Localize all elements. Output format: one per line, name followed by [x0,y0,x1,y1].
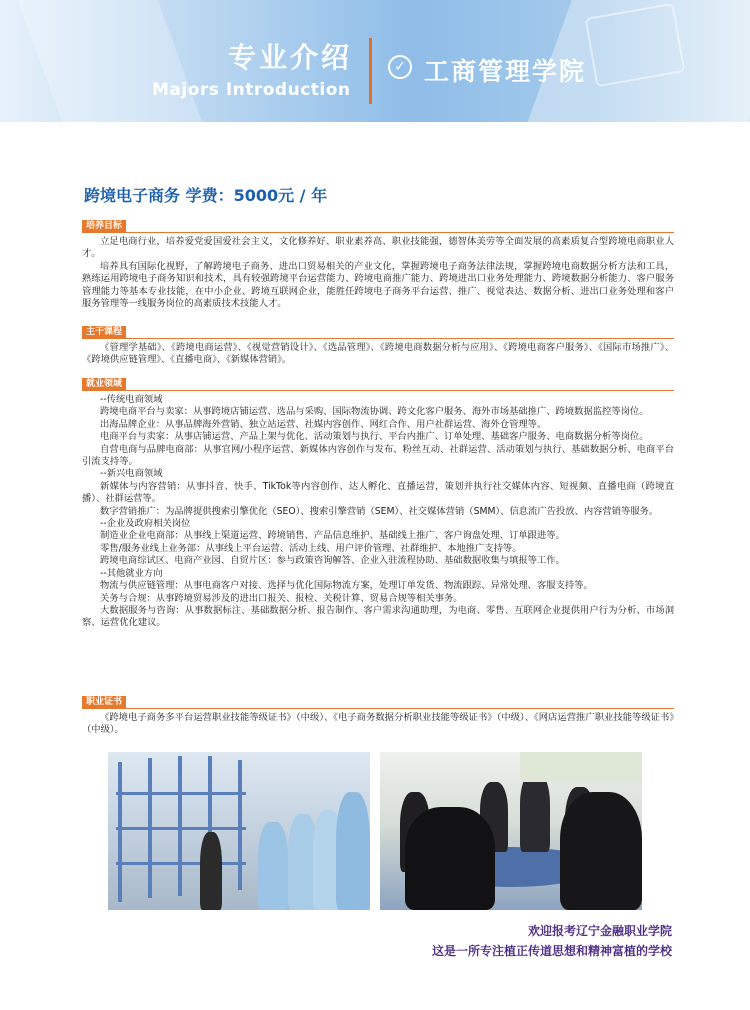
footer-slogan: 这是一所专注植正传道思想和精神富植的学校 [431,944,672,958]
college-name: 工商管理学院 [424,57,587,86]
section-divider [82,338,674,339]
chevron-down-icon: ✓ [388,55,412,79]
employment-item: 大数据服务与咨询：从事数据标注、基础数据分析、报告制作、客户需求沟通助理，为电商、零售、互联网企业提供用户行为分析、市场洞察、运营优化建议。 [82,604,674,629]
employment-item: 制造业企业电商部：从事线上渠道运营、跨境销售、产品信息维护、基础线上推广、客户询盘处理、订单跟进等。 [100,530,565,542]
employment-item: 物流与供应链管理：从事电商客户对接、选择与优化国际物流方案，处理订单发货、物流跟踪、异常处理、客服支持等。 [100,580,593,592]
employment-item: 数字营销推广：为品牌提供搜索引擎优化（SEO）、搜索引擎营销（SEM）、社交媒体营销（SMM）、信息流广告投放、内容营销等服务。 [100,505,659,517]
certificates-paragraph: 《跨境电子商务多平台运营职业技能等级证书》（中级）、《电子商务数据分析职业技能等级证书》（中级）、《网店运营推广职业技能等级证书》（中级）。 [82,712,674,736]
employment-item: 出海品牌企业：从事品牌海外营销、独立站运营、社媒内容创作、网红合作、用户社群运营、海外仓管理等。 [100,418,547,430]
classroom-discussion-photo [380,752,642,910]
employment-item: 新媒体与内容营销：从事抖音、快手、TikTok等内容创作、达人孵化、直播运营，策划并执行社交媒体内容、短视频、直播电商（跨境直播）、社群运营等。 [82,480,674,505]
section-tag-employment: 就业领域 [82,378,126,391]
goal-text [82,236,674,310]
section-divider [82,708,674,709]
section-divider [82,390,674,391]
banner-decoration [18,0,202,122]
courses-text [82,342,674,367]
section-tag-courses: 主干课程 [82,326,126,339]
employment-category: --新兴电商领域 [100,468,163,480]
employment-item: 电商平台与卖家：从事店铺运营、产品上架与优化、活动策划与执行、平台内推广、订单处理、基础客户服务、电商数据分析等岗位。 [100,431,649,443]
footer-slogan: 欢迎报考辽宁金融职业学院 [527,924,672,938]
header-banner [0,0,750,122]
certificates-text [82,712,674,737]
employment-category: --其他就业方向 [100,567,163,579]
employment-item: 关务与合规：从事跨境贸易涉及的进出口报关、报检、关税计算、贸易合规等相关事务。 [100,592,463,604]
employment-category: --企业及政府相关岗位 [100,518,191,530]
section-divider [82,232,674,233]
section-tag-goal: 培养目标 [82,220,126,233]
employment-list [82,394,674,630]
employment-item: 自营电商与品牌电商部：从事官网/小程序运营、新媒体内容创作与发布、粉丝互动、社群运营、活动策划与执行、基础数据分析、电商平台引流支持等。 [82,443,674,468]
employment-item: 跨境电商综试区、电商产业园、自贸片区：参与政策咨询解答、企业入驻流程协助、基础数据收集与填报等工作。 [100,555,565,567]
section-tag-certificates: 职业证书 [82,696,126,709]
major-title: 跨境电子商务 学费：5000元 / 年 [84,186,328,205]
goal-paragraph: 立足电商行业，培养爱党爱国爱社会主义，文化修养好、职业素养高、职业技能强，德智体美劳等全面发展的高素质复合型跨境电商职业人才。 [82,236,674,260]
employment-item: 跨境电商平台与卖家：从事跨境店铺运营、选品与采购、国际物流协调、跨文化客户服务、海外市场基础推广、跨境数据监控等岗位。 [100,406,649,418]
employment-category: --传统电商领域 [100,394,163,405]
warehouse-training-photo [108,752,370,910]
courses-paragraph: 《管理学基础》、《跨境电商运营》、《视觉营销设计》、《选品管理》、《跨境电商数据分析与应用》、《跨境电商客户服务》、《国际市场推广》、《跨境供应链管理》、《直播电商》、《新媒体营销》。 [82,342,674,366]
page-subtitle: Majors Introduction [152,80,351,100]
goal-paragraph: 培养具有国际化视野，了解跨境电子商务、进出口贸易相关的产业文化，掌握跨境电子商务法律法规，掌握跨境电商数据分析方法和工具，熟练运用跨境电子商务知识和技术，具有较强跨境平台运营能力、跨境电商推广能力、跨境进出口业务处理能力、跨境数据分析能力、客户服务管理能力等基本专业技能，在中小企业、跨境互联网企业，能胜任跨境电子商务平台运营、推广、视觉表达、数据分析、进出口业务处理和客户服务管理等一线服务岗位的高素质技术技能人才。 [82,260,674,310]
header-divider [369,38,372,104]
page-title: 专业介绍 [228,41,353,74]
employment-item: 零售/服务业线上业务部：从事线上平台运营、活动上线、用户评价管理、社群维护、本地推广支持等。 [100,542,522,554]
